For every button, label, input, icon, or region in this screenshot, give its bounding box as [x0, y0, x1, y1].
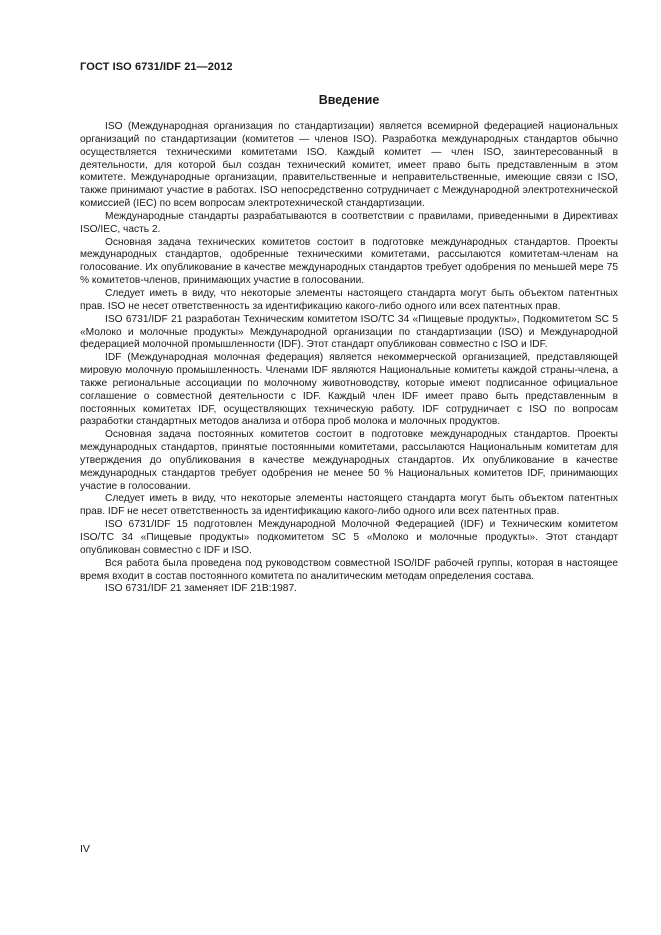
paragraph: ISO 6731/IDF 15 подготовлен Международной Молочной Федерацией (IDF) и Техническим комитетом ISO/TC 34 «Пищевые продукты» подкомитетом SC 5 «Молоко и молочные продукты». Этот стандарт опубликован совместно с IDF и ISO. [80, 519, 618, 556]
paragraph: Следует иметь в виду, что некоторые элементы настоящего стандарта могут быть объектом патентных прав. IDF не несет ответственность за идентификацию какого-либо одного или всех патентных прав. [80, 493, 618, 518]
document-standard-id: ГОСТ ISO 6731/IDF 21—2012 [80, 61, 233, 73]
section-title: Введение [318, 93, 380, 107]
paragraph: Международные стандарты разрабатываются в соответствии с правилами, приведенными в Директивах ISO/IEC, часть 2. [80, 210, 618, 235]
introduction-body [80, 121, 618, 596]
paragraph: ISO 6731/IDF 21 заменяет IDF 21B:1987. [105, 583, 297, 595]
page-number: IV [80, 843, 90, 855]
paragraph: Следует иметь в виду, что некоторые элементы настоящего стандарта могут быть объектом патентных прав. ISO не несет ответственность за идентификацию какого-либо одного или всех патентных прав. [80, 287, 618, 312]
paragraph: ISO (Международная организация по стандартизации) является всемирной федерацией национальных организаций по стандартизации (комитетов — членов ISO). Разработка международных стандартов обычно осуществляется техническими комитетами ISO. Каждый комитет — член ISO, заинтересованный в деятельности, для которой был создан технический комитет, имеет право быть представленным в этом комитете. Международные организации, правительственные и неправительственные, имеющие связи с ISO, также принимают участие в работах. ISO непосредственно сотрудничает с Международной электротехнической комиссией (IEC) по всем вопросам электротехнической стандартизации. [80, 121, 618, 210]
paragraph: Основная задача технических комитетов состоит в подготовке международных стандартов. Проекты международных стандартов, одобренные техническими комитетами, рассылаются комитетам-членам на голосование. Их опубликование в качестве международных стандартов требует одобрения по меньшей мере 75 % комитетов-членов, принимающих участие в голосовании. [80, 236, 618, 287]
paragraph: IDF (Международная молочная федерация) является некоммерческой организацией, представляющей мировую молочную промышленность. Членами IDF являются Национальные комитеты каждой страны-члена, а также региональные ассоциации по молочному животноводству, которые имеют подписанное официальное соглашение о совместной деятельности с IDF. Каждый член IDF имеет право быть представленным в постоянных комитетах IDF, осуществляющих техническую работу. IDF сотрудничает с ISO по вопросам разработки стандартных методов анализа и отбора проб молока и молочных продуктов. [80, 352, 619, 428]
paragraph: Основная задача постоянных комитетов состоит в подготовке международных стандартов. Проекты международных стандартов, принятые постоянными комитетами, рассылаются Национальным комитетам для утверждения до опубликования в качестве международных стандартов. Их опубликование в качестве международных стандартов требует одобрения не менее 50 % Национальных комитетов IDF, принимающих участие в голосовании. [80, 429, 618, 492]
paragraph: Вся работа была проведена под руководством совместной ISO/IDF рабочей группы, которая в настоящее время входит в состав постоянного комитета по аналитическим методам определения состава. [80, 557, 618, 582]
paragraph: ISO 6731/IDF 21 разработан Техническим комитетом ISO/TC 34 «Пищевые продукты», Подкомитетом SC 5 «Молоко и молочные продукты» Международной организации по стандартизации (ISO) и Международной федерацией молочной промышленности (IDF). Этот стандарт опубликован совместно с ISO и IDF. [80, 313, 618, 351]
